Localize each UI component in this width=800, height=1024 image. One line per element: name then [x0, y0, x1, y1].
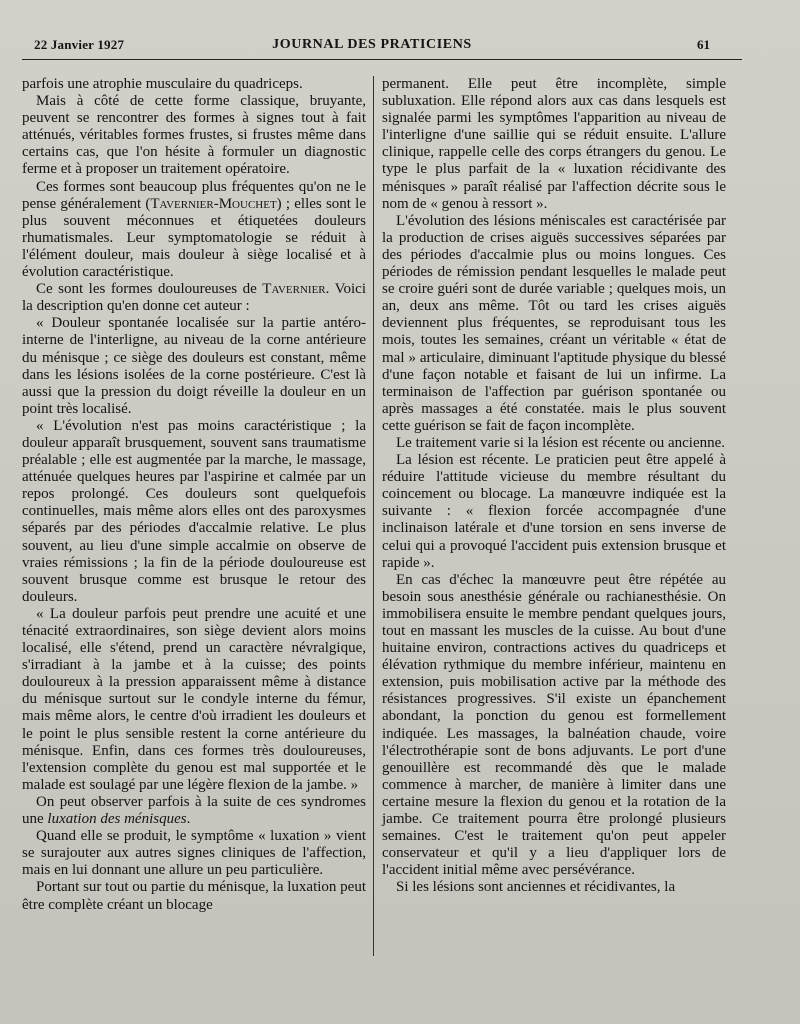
quote-paragraph: « La douleur parfois peut prendre une acuité et une ténacité extraordinaires, son siège devient alors moins localisé, elle s'étend, prend un caractère névralgique, s'irradiant à la jambe et à la cuisse; des points douloureux à la pression apparaissent même à distance du ménisque surtout sur le condyle interne du fémur, mais même alors, le centre d'où irradient les douleurs et le point le plus sensible restent la corne antérieure du ménisque. Enfin, dans ces formes très douloureuses, l'extension complète du genou est mal supportée et le malade est soulagé par une légère flexion de la jambe. » — [22, 605, 366, 793]
author-name: Tavernier — [262, 281, 326, 298]
column-rule — [373, 76, 374, 956]
paragraph — [22, 281, 366, 315]
paragraph: parfois une atrophie musculaire du quadriceps. — [22, 76, 303, 92]
author-name: Tavernier-Mouchet — [150, 195, 277, 212]
text-run: On peut observer parfois à la suite de ces syndromes une — [22, 793, 366, 828]
text-run: Ces formes sont beaucoup plus fréquentes qu'on ne le pense généralement ( — [22, 178, 366, 212]
right-column — [382, 76, 726, 897]
page-number: 61 — [697, 37, 710, 52]
paragraph: En cas d'échec la manœuvre peut être répétée au besoin sous anesthésie générale ou rachianesthésie. On immobilisera ensuite le membre pendant quelques jours, tout en massant les muscles de la cuisse. Au bout d'une huitaine environ, contractions actives du quadriceps et élévation rythmique du membre inférieur, maintenu en extension, puis mobilisation active par la méthode des résistances progressives. S'il existe un épanchement abondant, la ponction du genou est formellement indiquée. Les massages, la balnéation chaude, voire l'électrothérapie sont de bons adjuvants. Le port d'une genouillère est recommandé dès que le malade commence à marcher, de manière à limiter dans une certaine mesure la flexion du genou et la rotation de la jambe. Ce traitement pourra être prolongé plusieurs semaines. C'est le traitement qu'on peut appeler conservateur et qu'il y a lieu d'appliquer lors de l'accident initial même avec persévérance. — [382, 571, 726, 879]
text-run: . Voici la description qu'en donne cet auteur : — [22, 281, 367, 315]
left-column — [22, 76, 366, 914]
paragraph: Le traitement varie si la lésion est récente ou ancienne. — [396, 434, 726, 451]
header-rule — [22, 59, 742, 60]
italic-term: luxation des ménisques — [47, 811, 187, 828]
page-header — [34, 37, 710, 55]
journal-title: JOURNAL DES PRATICIENS — [272, 37, 472, 52]
paragraph: Mais à côté de cette forme classique, bruyante, peuvent se rencontrer des formes à signes tout à fait atténués, véritables formes frustes, si frustes même dans certains cas, que l'on hésite à formuler un diagnostic ferme et à proposer un traitement opératoire. — [22, 93, 366, 178]
text-run: . — [186, 811, 191, 828]
paragraph: permanent. Elle peut être incomplète, simple subluxation. Elle répond alors aux cas dans lesquels est signalée parmi les symptômes l'apparition au niveau de l'interligne d'une saillie qui se réduit ensuite. L'allure clinique, rappelle celle des corps étrangers du genou. Le type le plus parfait de la « luxation récidivante des ménisques » paraît réalisé par l'affection décrite sous le nom de « genou à ressort ». — [382, 76, 726, 212]
paragraph: Portant sur tout ou partie du ménisque, la luxation peut être complète créant un blocage — [22, 879, 366, 913]
text-run: Ce sont les formes douloureuses de — [36, 281, 263, 298]
text-run: ) ; elles sont le plus souvent méconnues et étiquetées douleurs rhumatismales. Leur symptomatologie se réduit à l'élément douleur, mais douleur à siège localisé et à évolution caractéristique. — [22, 195, 367, 281]
paragraph: Quand elle se produit, le symptôme « luxation » vient se surajouter aux autres signes cliniques de l'affection, mais en lui donnant une allure un peu particulière. — [22, 828, 366, 879]
quote-paragraph: « Douleur spontanée localisée sur la partie antéro-interne de l'interligne, au niveau de la corne antérieure du ménisque ; ce siège des douleurs est constant, même dans les lésions isolées de la corne postérieure. C'est là aussi que la pression du doigt réveille la douleur en un point très localisé. — [22, 315, 366, 417]
paragraph: Si les lésions sont anciennes et récidivantes, la — [396, 879, 676, 896]
header-date: 22 Janvier 1927 — [34, 37, 125, 52]
paragraph — [22, 179, 366, 282]
quote-paragraph: « L'évolution n'est pas moins caractéristique ; la douleur apparaît brusquement, souvent sans traumatisme préalable ; elle est augmentée par la marche, le massage, atténuée quelques heures par l'aspirine et calmée par un repos prolongé. Ces douleurs sont quelquefois continuelles, mais même alors elles ont des paroxysmes séparés par des périodes d'accalmie relative. Le plus souvent, au lieu d'une simple accalmie on observe de vraies rémissions ; la fin de la période douloureuse est souvent brusque comme est brusque le retour des douleurs. — [22, 417, 366, 605]
paragraph: L'évolution des lésions méniscales est caractérisée par la production de crises aiguës successives séparées par des périodes d'accalmie plus ou moins longues. Ces périodes de rémission pendant lesquelles le malade peut se croire guéri sont de durée variable ; quelques mois, un an, deux ans même. Tôt ou tard les crises aiguës deviennent plus fréquentes, se reproduisant tous les mois, toutes les semaines, créant un véritable « état de mal » articulaire, diminuant l'aptitude physique du blessé d'une façon notable et faisant de lui un infirme. La terminaison de l'affection par guérison spontanée ou après massages a été constatée. mais le plus souvent cette guérison se fait de façon incomplète. — [382, 212, 726, 434]
paragraph: La lésion est récente. Le praticien peut être appelé à réduire l'attitude vicieuse du membre résultant du coincement ou blocage. La manœuvre indiquée est la suivante : « flexion forcée accompagnée d'une inclinaison latérale et d'une torsion en sens inverse de celui qui a provoqué l'accident puis extension brusque et rapide ». — [382, 452, 726, 571]
paragraph — [22, 794, 366, 828]
